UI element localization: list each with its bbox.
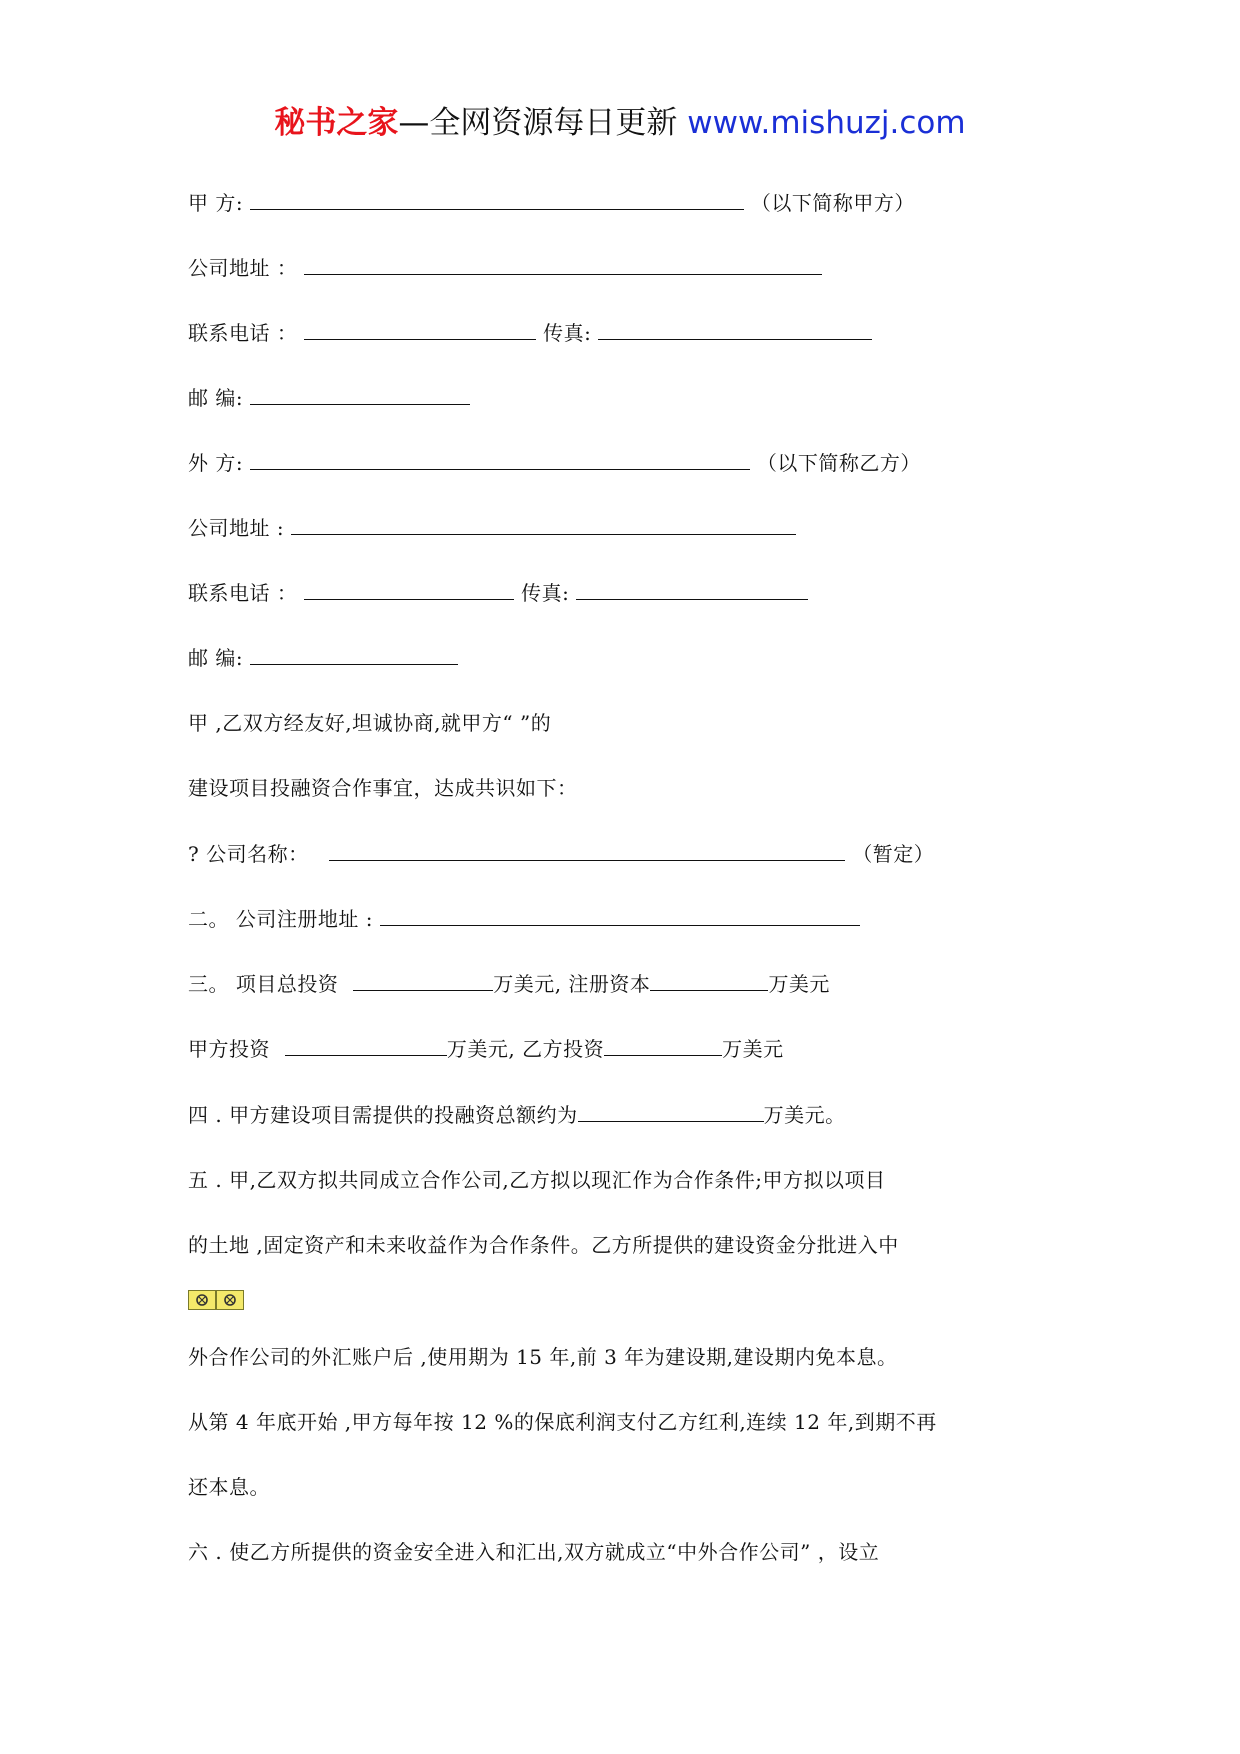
party-a-address-line — [188, 254, 822, 282]
party-a-phone-blank[interactable] — [304, 321, 536, 340]
clause-2-label: 二。 公司注册地址 : — [188, 907, 373, 931]
clause-5-line-3: 外合作公司的外汇账户后 ,使用期为 15 年,前 3 年为建设期,建设期内免本息。 — [188, 1345, 898, 1369]
site-header — [0, 103, 1240, 143]
clause-5-line-5: 还本息。 — [188, 1475, 270, 1499]
party-a-address-blank[interactable] — [304, 256, 822, 275]
clause-3b-label: 甲方投资 — [188, 1037, 270, 1061]
clause-5-line-4: 从第 4 年底开始 ,甲方每年按 12 %的保底利润支付乙方红利,连续 12 年,到期不再 — [188, 1410, 937, 1434]
party-b-name-line — [188, 449, 921, 477]
party-b-fax-blank[interactable] — [576, 581, 808, 600]
clause-3-label: 三。 项目总投资 — [188, 972, 339, 996]
party-b-label: 外 方: — [188, 451, 244, 475]
clause-1-label: ? 公司名称： — [188, 842, 309, 866]
clause-2-line — [188, 905, 860, 933]
party-b-phone-blank[interactable] — [304, 581, 514, 600]
clause-5-line-1: 五 . 甲,乙双方拟共同成立合作公司,乙方拟以现汇作为合作条件;甲方拟以项目 — [188, 1168, 886, 1192]
party-a-fax-blank[interactable] — [598, 321, 872, 340]
clause-4-end: 万美元。 — [763, 1103, 846, 1127]
clause-3-line — [188, 970, 830, 998]
party-b-fax-label: 传真: — [521, 581, 570, 605]
intro-line-1: 甲 ,乙双方经友好,坦诚协商,就甲方“ ”的 — [188, 711, 552, 735]
party-b-phone-line — [188, 579, 808, 607]
site-url[interactable]: www.mishuzj.com — [687, 105, 966, 141]
party-b-postcode-label: 邮 编: — [188, 646, 244, 670]
party-a-postcode-line — [188, 384, 470, 412]
embedded-object-icon[interactable] — [188, 1290, 216, 1310]
clause-3b-mid: 万美元, 乙方投资 — [446, 1037, 605, 1061]
header-tagline: —全网资源每日更新 — [398, 105, 678, 141]
clause-1-line — [188, 840, 934, 868]
party-a-phone-label: 联系电话 ： — [188, 321, 298, 345]
party-a-fax-label: 传真: — [543, 321, 592, 345]
party-a-name-blank[interactable] — [250, 191, 744, 210]
intro-line-2: 建设项目投融资合作事宜，达成共识如下： — [188, 776, 578, 800]
total-investment-blank[interactable] — [353, 972, 493, 991]
clause-3b-end: 万美元 — [722, 1037, 784, 1061]
brand-name: 秘书之家 — [274, 105, 399, 141]
party-a-label: 甲 方: — [188, 191, 244, 215]
financing-total-blank[interactable] — [578, 1103, 764, 1122]
clause-4-label: 四 . 甲方建设项目需提供的投融资总额约为 — [188, 1103, 578, 1127]
party-a-note: （以下简称甲方） — [750, 191, 915, 215]
party-b-address-label: 公司地址 : — [188, 516, 285, 540]
party-b-name-blank[interactable] — [250, 451, 750, 470]
party-a-address-label: 公司地址 ： — [188, 256, 298, 280]
party-a-name-line — [188, 189, 915, 217]
party-a-postcode-label: 邮 编: — [188, 386, 244, 410]
party-a-postcode-blank[interactable] — [250, 386, 470, 405]
clause-1-note: （暂定） — [852, 842, 935, 866]
party-b-investment-blank[interactable] — [604, 1037, 722, 1056]
clause-3b-line — [188, 1035, 784, 1063]
clause-4-line — [188, 1101, 846, 1129]
clause-5-line-2: 的土地 ,固定资产和未来收益作为合作条件。乙方所提供的建设资金分批进入中 — [188, 1233, 899, 1257]
clause-3-end: 万美元 — [768, 972, 830, 996]
clause-3-mid: 万美元, 注册资本 — [493, 972, 651, 996]
embedded-object-icon[interactable] — [216, 1290, 244, 1310]
party-a-investment-blank[interactable] — [285, 1037, 447, 1056]
embedded-objects — [188, 1290, 244, 1310]
party-b-postcode-line — [188, 644, 458, 672]
registered-capital-blank[interactable] — [650, 972, 768, 991]
party-b-address-blank[interactable] — [291, 516, 796, 535]
clause-6-line-1: 六 . 使乙方所提供的资金安全进入和汇出,双方就成立“中外合作公司” ，设立 — [188, 1540, 880, 1564]
registered-address-blank[interactable] — [380, 907, 860, 926]
party-a-phone-line — [188, 319, 872, 347]
party-b-note: （以下简称乙方） — [756, 451, 921, 475]
party-b-address-line — [188, 514, 796, 542]
party-b-postcode-blank[interactable] — [250, 646, 458, 665]
party-b-phone-label: 联系电话 ： — [188, 581, 298, 605]
company-name-blank[interactable] — [329, 842, 845, 861]
